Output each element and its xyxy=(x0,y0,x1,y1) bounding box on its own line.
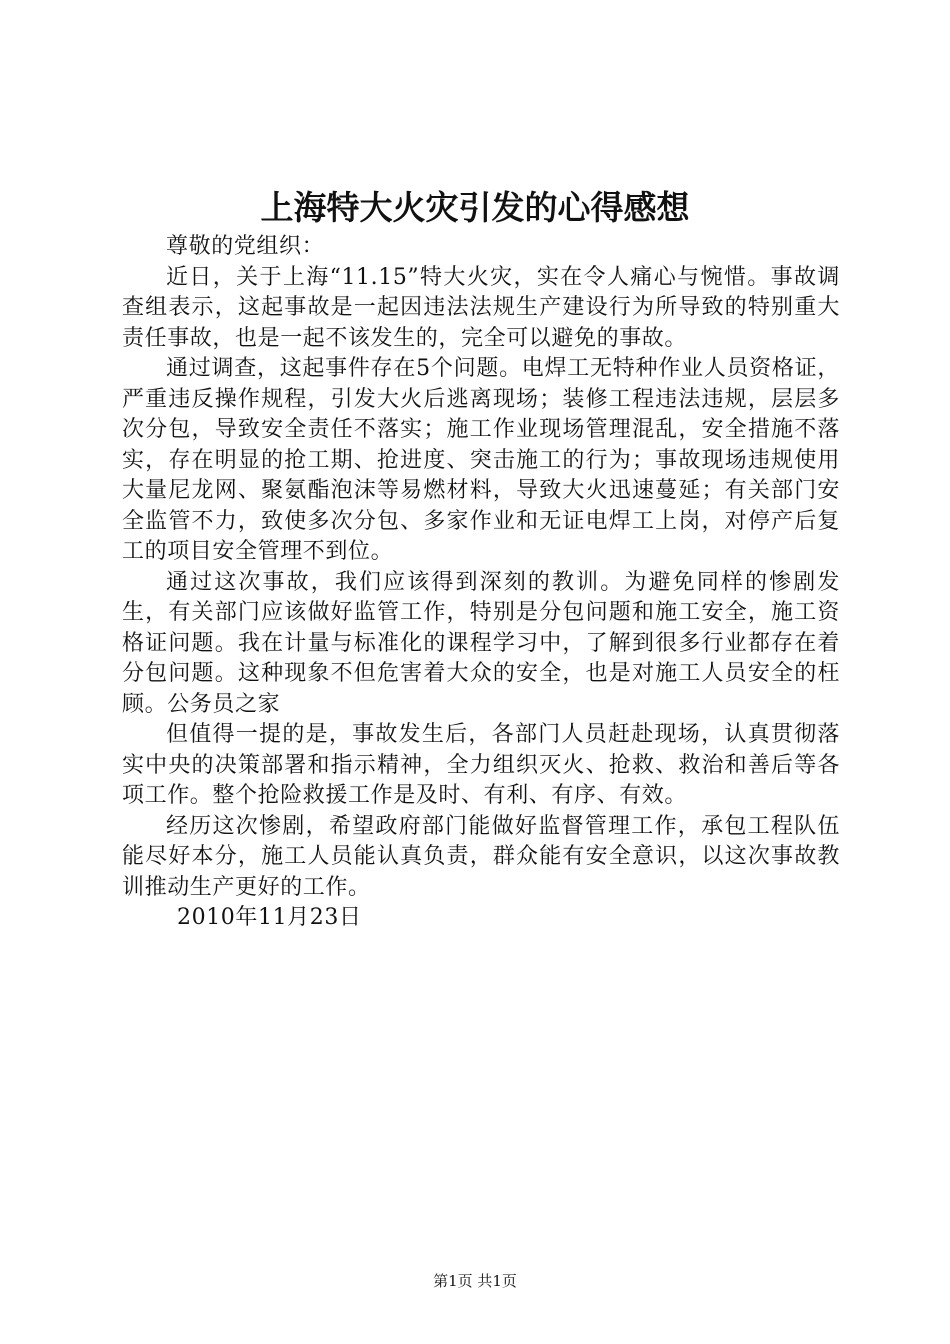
paragraph-4: 但值得一提的是，事故发生后，各部门人员赶赴现场，认真贯彻落实中央的决策部署和指示精神，全力组织灭火、抢救、救治和善后等各项工作。整个抢险救援工作是及时、有利、有序、有效。 xyxy=(122,722,840,808)
document-date: 2010年11月23日 xyxy=(177,905,362,930)
paragraph-5: 经历这次惨剧，希望政府部门能做好监督管理工作，承包工程队伍能尽好本分，施工人员能认真负责，群众能有安全意识，以这次事故教训推动生产更好的工作。 xyxy=(122,813,840,900)
salutation: 尊敬的党组织： xyxy=(166,234,325,259)
paragraph-3: 通过这次事故，我们应该得到深刻的教训。为避免同样的惨剧发生，有关部门应该做好监管工作，特别是分包问题和施工安全，施工资格证问题。我在计量与标准化的课程学习中，了解到很多行业都存在着分包问题。这种现象不但危害着大众的安全，也是对施工人员安全的枉顾。公务员之家 xyxy=(122,569,840,717)
page-footer: 第1页 共1页 xyxy=(433,1272,517,1290)
document-body xyxy=(122,232,840,934)
document-title: 上海特大火灾引发的心得感想 xyxy=(260,188,690,227)
paragraph-2: 通过调查，这起事件存在5个问题。电焊工无特种作业人员资格证，严重违反操作规程，引发大火后逃离现场；装修工程违法违规，层层多次分包，导致安全责任不落实；施工作业现场管理混乱，安全措施不落实，存在明显的抢工期、抢进度、突击施工的行为；事故现场违规使用大量尼龙网、聚氨酯泡沫等易燃材料，导致大火迅速蔓延；有关部门安全监管不力，致使多次分包、多家作业和无证电焊工上岗，对停产后复工的项目安全管理不到位。 xyxy=(122,356,840,564)
paragraph-1: 近日，关于上海“11.15”特大火灾，实在令人痛心与惋惜。事故调查组表示，这起事故是一起因违法法规生产建设行为所导致的特别重大责任事故，也是一起不该发生的，完全可以避免的事故。 xyxy=(122,264,840,351)
